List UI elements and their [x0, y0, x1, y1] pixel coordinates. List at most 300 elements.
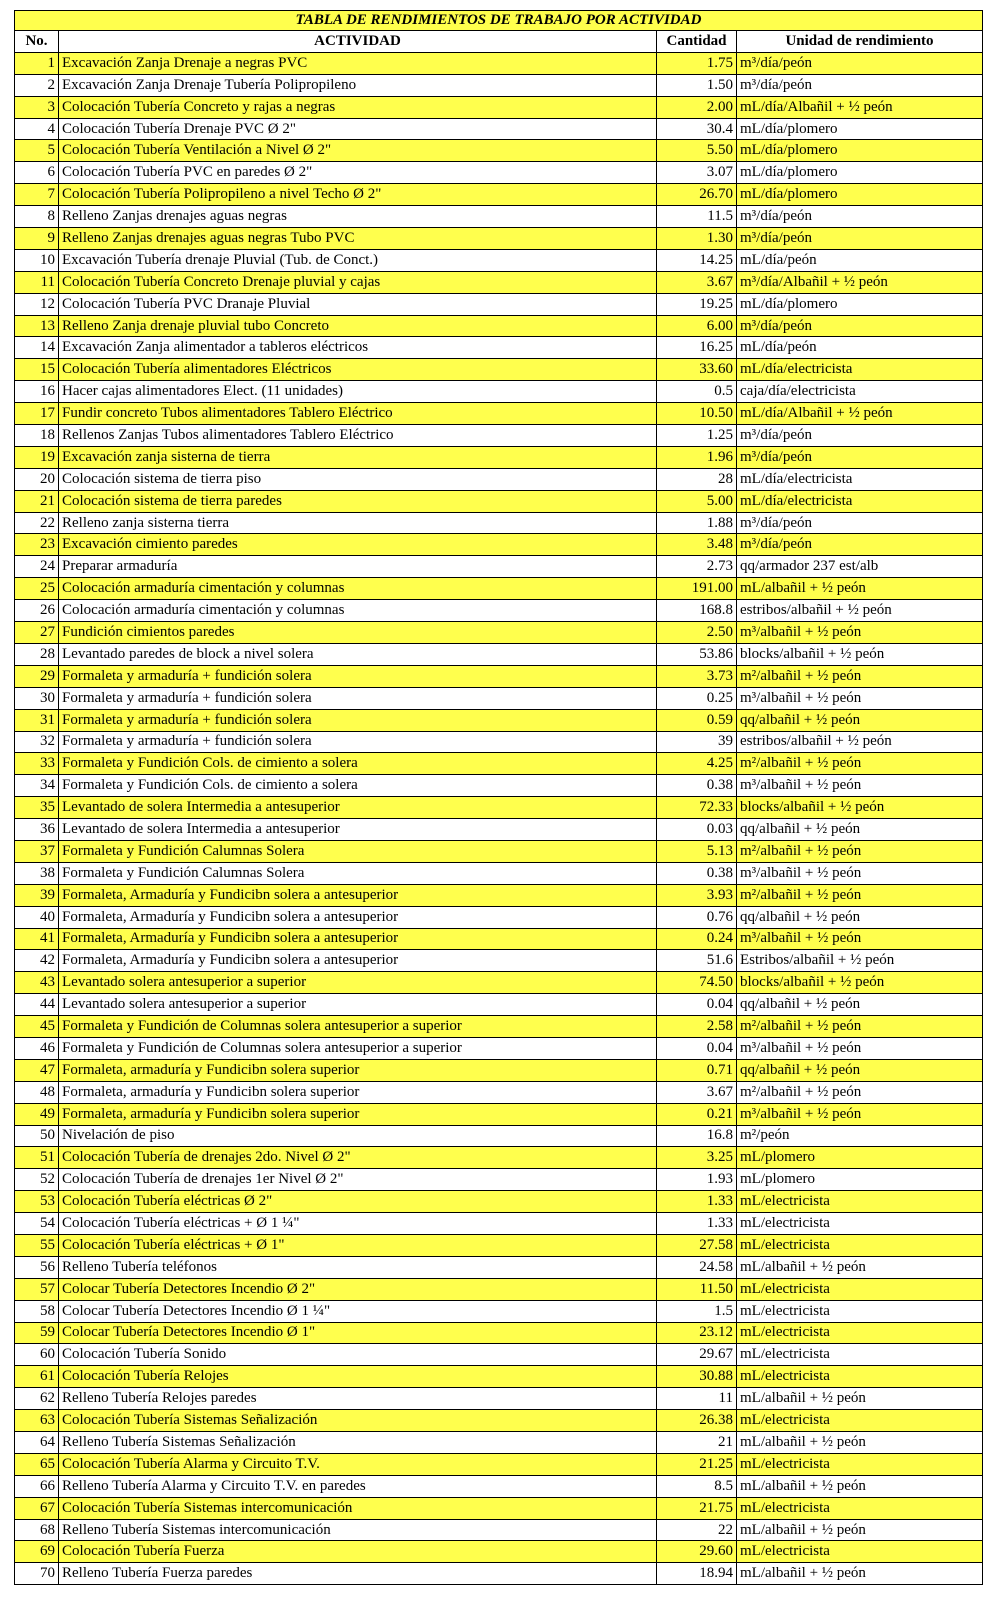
row-cantidad: 6.00	[657, 315, 737, 337]
performance-table-sheet	[14, 10, 982, 1585]
row-actividad: Relleno Tubería Sistemas intercomunicación	[59, 1519, 657, 1541]
row-number: 47	[15, 1059, 59, 1081]
table-row	[15, 1344, 983, 1366]
table-row	[15, 446, 983, 468]
table-row	[15, 840, 983, 862]
row-cantidad: 26.70	[657, 184, 737, 206]
table-row	[15, 184, 983, 206]
row-actividad: Relleno Tubería Alarma y Circuito T.V. en paredes	[59, 1475, 657, 1497]
row-cantidad: 39	[657, 731, 737, 753]
table-row	[15, 972, 983, 994]
row-actividad: Relleno Tubería Sistemas Señalización	[59, 1432, 657, 1454]
row-number: 5	[15, 140, 59, 162]
row-unidad: qq/albañil + ½ peón	[737, 994, 983, 1016]
row-unidad: m³/albañil + ½ peón	[737, 928, 983, 950]
row-actividad: Excavación Zanja Drenaje Tubería Polipropileno	[59, 74, 657, 96]
row-number: 33	[15, 753, 59, 775]
row-unidad: m³/albañil + ½ peón	[737, 1103, 983, 1125]
row-unidad: m³/albañil + ½ peón	[737, 775, 983, 797]
row-number: 25	[15, 578, 59, 600]
row-cantidad: 11	[657, 1388, 737, 1410]
row-number: 7	[15, 184, 59, 206]
table-row	[15, 1497, 983, 1519]
row-unidad: mL/día/electricista	[737, 468, 983, 490]
row-unidad: mL/electricista	[737, 1191, 983, 1213]
table-row	[15, 228, 983, 250]
row-cantidad: 53.86	[657, 643, 737, 665]
row-cantidad: 1.75	[657, 52, 737, 74]
row-number: 27	[15, 622, 59, 644]
row-number: 15	[15, 359, 59, 381]
row-number: 34	[15, 775, 59, 797]
table-row	[15, 819, 983, 841]
row-number: 46	[15, 1037, 59, 1059]
row-cantidad: 1.33	[657, 1213, 737, 1235]
row-number: 57	[15, 1278, 59, 1300]
table-row	[15, 1410, 983, 1432]
header-no: No.	[15, 31, 59, 53]
row-actividad: Formaleta, armaduría y Fundicibn solera superior	[59, 1059, 657, 1081]
row-unidad: mL/electricista	[737, 1234, 983, 1256]
row-cantidad: 5.50	[657, 140, 737, 162]
row-unidad: qq/albañil + ½ peón	[737, 819, 983, 841]
table-row	[15, 1081, 983, 1103]
table-row	[15, 381, 983, 403]
row-number: 10	[15, 249, 59, 271]
row-cantidad: 18.94	[657, 1563, 737, 1585]
row-unidad: m³/día/peón	[737, 228, 983, 250]
row-cantidad: 1.50	[657, 74, 737, 96]
row-unidad: mL/albañil + ½ peón	[737, 1432, 983, 1454]
row-unidad: blocks/albañil + ½ peón	[737, 797, 983, 819]
row-cantidad: 21.25	[657, 1453, 737, 1475]
row-cantidad: 1.93	[657, 1169, 737, 1191]
row-actividad: Excavación Tubería drenaje Pluvial (Tub. de Conct.)	[59, 249, 657, 271]
row-actividad: Relleno Zanja drenaje pluvial tubo Concreto	[59, 315, 657, 337]
row-number: 62	[15, 1388, 59, 1410]
row-cantidad: 0.59	[657, 709, 737, 731]
row-number: 43	[15, 972, 59, 994]
row-unidad: estribos/albañil + ½ peón	[737, 731, 983, 753]
row-actividad: Relleno Tubería teléfonos	[59, 1256, 657, 1278]
table-row	[15, 1037, 983, 1059]
table-row	[15, 884, 983, 906]
row-cantidad: 2.73	[657, 556, 737, 578]
row-unidad: mL/albañil + ½ peón	[737, 578, 983, 600]
table-row	[15, 1213, 983, 1235]
table-row	[15, 249, 983, 271]
row-unidad: mL/electricista	[737, 1344, 983, 1366]
row-number: 49	[15, 1103, 59, 1125]
table-row	[15, 687, 983, 709]
row-number: 20	[15, 468, 59, 490]
table-row	[15, 425, 983, 447]
row-cantidad: 0.04	[657, 1037, 737, 1059]
table-row	[15, 1541, 983, 1563]
row-cantidad: 0.38	[657, 862, 737, 884]
row-actividad: Formaleta y Fundición Calumnas Solera	[59, 862, 657, 884]
row-unidad: mL/albañil + ½ peón	[737, 1256, 983, 1278]
row-unidad: m³/albañil + ½ peón	[737, 622, 983, 644]
row-unidad: mL/día/peón	[737, 337, 983, 359]
table-row	[15, 118, 983, 140]
row-number: 18	[15, 425, 59, 447]
table-row	[15, 534, 983, 556]
row-number: 22	[15, 512, 59, 534]
row-actividad: Relleno Tubería Fuerza paredes	[59, 1563, 657, 1585]
row-actividad: Formaleta, armaduría y Fundicibn solera superior	[59, 1081, 657, 1103]
table-row	[15, 1016, 983, 1038]
row-cantidad: 26.38	[657, 1410, 737, 1432]
row-number: 13	[15, 315, 59, 337]
row-actividad: Formaleta y Fundición Calumnas Solera	[59, 840, 657, 862]
row-number: 23	[15, 534, 59, 556]
row-actividad: Formaleta y Fundición de Columnas solera antesuperior a superior	[59, 1016, 657, 1038]
row-unidad: mL/día/plomero	[737, 184, 983, 206]
row-actividad: Formaleta, Armaduría y Fundicibn solera a antesuperior	[59, 884, 657, 906]
row-unidad: mL/albañil + ½ peón	[737, 1563, 983, 1585]
row-number: 51	[15, 1147, 59, 1169]
row-actividad: Colocación sistema de tierra paredes	[59, 490, 657, 512]
row-actividad: Formaleta y armaduría + fundición solera	[59, 709, 657, 731]
row-cantidad: 1.88	[657, 512, 737, 534]
table-row	[15, 622, 983, 644]
row-number: 40	[15, 906, 59, 928]
row-number: 24	[15, 556, 59, 578]
table-body	[15, 52, 983, 1584]
row-unidad: mL/día/plomero	[737, 162, 983, 184]
row-number: 11	[15, 271, 59, 293]
row-unidad: caja/día/electricista	[737, 381, 983, 403]
row-actividad: Colocación armaduría cimentación y columnas	[59, 578, 657, 600]
table-row	[15, 1388, 983, 1410]
row-unidad: mL/electricista	[737, 1213, 983, 1235]
table-row	[15, 665, 983, 687]
table-row	[15, 731, 983, 753]
row-actividad: Colocación Tubería de drenajes 1er Nivel Ø 2"	[59, 1169, 657, 1191]
row-unidad: mL/día/plomero	[737, 140, 983, 162]
row-actividad: Colocación Tubería de drenajes 2do. Nivel Ø 2"	[59, 1147, 657, 1169]
row-number: 3	[15, 96, 59, 118]
row-number: 26	[15, 600, 59, 622]
row-number: 29	[15, 665, 59, 687]
row-cantidad: 19.25	[657, 293, 737, 315]
row-number: 6	[15, 162, 59, 184]
row-unidad: m³/día/peón	[737, 74, 983, 96]
row-unidad: mL/día/peón	[737, 249, 983, 271]
row-actividad: Hacer cajas alimentadores Elect. (11 unidades)	[59, 381, 657, 403]
row-actividad: Excavación Zanja Drenaje a negras PVC	[59, 52, 657, 74]
row-actividad: Levantado de solera Intermedia a antesuperior	[59, 797, 657, 819]
row-cantidad: 0.04	[657, 994, 737, 1016]
row-number: 2	[15, 74, 59, 96]
row-number: 16	[15, 381, 59, 403]
row-actividad: Levantado de solera Intermedia a antesuperior	[59, 819, 657, 841]
row-unidad: m³/día/Albañil + ½ peón	[737, 271, 983, 293]
row-actividad: Colocación Tubería eléctricas Ø 2"	[59, 1191, 657, 1213]
row-cantidad: 3.48	[657, 534, 737, 556]
row-actividad: Excavación zanja sisterna de tierra	[59, 446, 657, 468]
performance-table	[14, 10, 983, 1585]
row-actividad: Colocación Tubería Sistemas Señalización	[59, 1410, 657, 1432]
row-cantidad: 5.00	[657, 490, 737, 512]
row-cantidad: 27.58	[657, 1234, 737, 1256]
row-unidad: m³/día/peón	[737, 206, 983, 228]
row-unidad: blocks/albañil + ½ peón	[737, 972, 983, 994]
table-row	[15, 359, 983, 381]
table-row	[15, 403, 983, 425]
row-actividad: Preparar armaduría	[59, 556, 657, 578]
row-actividad: Formaleta, Armaduría y Fundicibn solera a antesuperior	[59, 928, 657, 950]
row-cantidad: 1.33	[657, 1191, 737, 1213]
row-actividad: Formaleta, Armaduría y Fundicibn solera a antesuperior	[59, 950, 657, 972]
row-actividad: Formaleta, Armaduría y Fundicibn solera a antesuperior	[59, 906, 657, 928]
row-actividad: Colocación Tubería eléctricas + Ø 1 ¼"	[59, 1213, 657, 1235]
row-actividad: Formaleta, armaduría y Fundicibn solera superior	[59, 1103, 657, 1125]
row-actividad: Relleno zanja sisterna tierra	[59, 512, 657, 534]
row-actividad: Colocación Tubería Fuerza	[59, 1541, 657, 1563]
row-unidad: m³/día/peón	[737, 315, 983, 337]
table-row	[15, 797, 983, 819]
row-number: 42	[15, 950, 59, 972]
row-cantidad: 51.6	[657, 950, 737, 972]
row-unidad: m³/día/peón	[737, 52, 983, 74]
row-actividad: Colocación Tubería PVC Dranaje Pluvial	[59, 293, 657, 315]
row-actividad: Rellenos Zanjas Tubos alimentadores Tablero Eléctrico	[59, 425, 657, 447]
row-unidad: mL/albañil + ½ peón	[737, 1388, 983, 1410]
table-row	[15, 52, 983, 74]
row-actividad: Colocación Tubería alimentadores Eléctricos	[59, 359, 657, 381]
table-row	[15, 928, 983, 950]
row-unidad: qq/armador 237 est/alb	[737, 556, 983, 578]
row-cantidad: 16.25	[657, 337, 737, 359]
table-row	[15, 709, 983, 731]
row-number: 12	[15, 293, 59, 315]
row-cantidad: 29.67	[657, 1344, 737, 1366]
row-unidad: m³/día/peón	[737, 425, 983, 447]
table-row	[15, 1322, 983, 1344]
table-row	[15, 1256, 983, 1278]
row-actividad: Colocación armaduría cimentación y columnas	[59, 600, 657, 622]
row-unidad: m²/albañil + ½ peón	[737, 753, 983, 775]
row-number: 59	[15, 1322, 59, 1344]
row-cantidad: 0.5	[657, 381, 737, 403]
row-unidad: mL/día/electricista	[737, 490, 983, 512]
row-cantidad: 3.67	[657, 271, 737, 293]
row-actividad: Colocación sistema de tierra piso	[59, 468, 657, 490]
row-unidad: m³/albañil + ½ peón	[737, 862, 983, 884]
row-number: 39	[15, 884, 59, 906]
row-unidad: mL/plomero	[737, 1169, 983, 1191]
table-row	[15, 556, 983, 578]
table-row	[15, 74, 983, 96]
row-cantidad: 33.60	[657, 359, 737, 381]
row-unidad: m²/albañil + ½ peón	[737, 884, 983, 906]
row-cantidad: 74.50	[657, 972, 737, 994]
row-cantidad: 0.76	[657, 906, 737, 928]
table-row	[15, 271, 983, 293]
row-actividad: Colocación Tubería Alarma y Circuito T.V.	[59, 1453, 657, 1475]
row-unidad: mL/día/Albañil + ½ peón	[737, 96, 983, 118]
row-number: 17	[15, 403, 59, 425]
row-cantidad: 11.50	[657, 1278, 737, 1300]
row-actividad: Colocación Tubería Relojes	[59, 1366, 657, 1388]
row-unidad: m³/albañil + ½ peón	[737, 687, 983, 709]
row-cantidad: 0.21	[657, 1103, 737, 1125]
row-number: 31	[15, 709, 59, 731]
table-row	[15, 1125, 983, 1147]
row-unidad: mL/electricista	[737, 1410, 983, 1432]
row-number: 8	[15, 206, 59, 228]
header-row	[15, 31, 983, 53]
row-cantidad: 30.4	[657, 118, 737, 140]
row-number: 14	[15, 337, 59, 359]
row-actividad: Levantado solera antesuperior a superior	[59, 994, 657, 1016]
row-actividad: Colocación Tubería Sistemas intercomunicación	[59, 1497, 657, 1519]
table-row	[15, 1300, 983, 1322]
table-row	[15, 315, 983, 337]
table-row	[15, 600, 983, 622]
table-row	[15, 490, 983, 512]
row-number: 21	[15, 490, 59, 512]
row-number: 37	[15, 840, 59, 862]
row-unidad: m³/día/peón	[737, 534, 983, 556]
row-unidad: mL/día/plomero	[737, 118, 983, 140]
row-number: 38	[15, 862, 59, 884]
table-row	[15, 512, 983, 534]
table-row	[15, 1366, 983, 1388]
row-unidad: mL/electricista	[737, 1300, 983, 1322]
header-actividad: ACTIVIDAD	[59, 31, 657, 53]
row-cantidad: 3.07	[657, 162, 737, 184]
table-row	[15, 775, 983, 797]
table-row	[15, 1147, 983, 1169]
row-unidad: m²/albañil + ½ peón	[737, 1081, 983, 1103]
row-cantidad: 11.5	[657, 206, 737, 228]
row-actividad: Levantado paredes de block a nivel solera	[59, 643, 657, 665]
row-cantidad: 72.33	[657, 797, 737, 819]
row-unidad: qq/albañil + ½ peón	[737, 709, 983, 731]
row-cantidad: 8.5	[657, 1475, 737, 1497]
title-row	[15, 11, 983, 31]
table-row	[15, 1519, 983, 1541]
table-row	[15, 206, 983, 228]
table-row	[15, 293, 983, 315]
table-row	[15, 162, 983, 184]
row-number: 65	[15, 1453, 59, 1475]
table-row	[15, 1234, 983, 1256]
row-cantidad: 21	[657, 1432, 737, 1454]
table-row	[15, 1432, 983, 1454]
header-unidad: Unidad de rendimiento	[737, 31, 983, 53]
row-cantidad: 3.73	[657, 665, 737, 687]
row-unidad: mL/electricista	[737, 1497, 983, 1519]
row-number: 70	[15, 1563, 59, 1585]
row-cantidad: 21.75	[657, 1497, 737, 1519]
row-actividad: Formaleta y Fundición Cols. de cimiento a solera	[59, 753, 657, 775]
row-unidad: mL/electricista	[737, 1278, 983, 1300]
row-number: 53	[15, 1191, 59, 1213]
row-unidad: m³/día/peón	[737, 512, 983, 534]
row-number: 4	[15, 118, 59, 140]
row-actividad: Colocación Tubería eléctricas + Ø 1"	[59, 1234, 657, 1256]
row-number: 63	[15, 1410, 59, 1432]
row-cantidad: 3.67	[657, 1081, 737, 1103]
row-cantidad: 1.25	[657, 425, 737, 447]
row-actividad: Relleno Zanjas drenajes aguas negras Tubo PVC	[59, 228, 657, 250]
row-cantidad: 2.00	[657, 96, 737, 118]
row-unidad: mL/albañil + ½ peón	[737, 1519, 983, 1541]
table-row	[15, 1475, 983, 1497]
row-unidad: qq/albañil + ½ peón	[737, 1059, 983, 1081]
row-unidad: mL/día/electricista	[737, 359, 983, 381]
row-actividad: Colocación Tubería Ventilación a Nivel Ø 2"	[59, 140, 657, 162]
row-cantidad: 14.25	[657, 249, 737, 271]
row-cantidad: 0.25	[657, 687, 737, 709]
table-row	[15, 1059, 983, 1081]
table-row	[15, 337, 983, 359]
row-actividad: Colocación Tubería Drenaje PVC Ø 2"	[59, 118, 657, 140]
row-cantidad: 28	[657, 468, 737, 490]
row-number: 60	[15, 1344, 59, 1366]
row-cantidad: 191.00	[657, 578, 737, 600]
row-cantidad: 23.12	[657, 1322, 737, 1344]
row-actividad: Fundición cimientos paredes	[59, 622, 657, 644]
row-actividad: Formaleta y armaduría + fundición solera	[59, 687, 657, 709]
row-actividad: Formaleta y armaduría + fundición solera	[59, 665, 657, 687]
row-number: 1	[15, 52, 59, 74]
table-row	[15, 950, 983, 972]
table-title: TABLA DE RENDIMIENTOS DE TRABAJO POR ACTIVIDAD	[15, 11, 983, 31]
row-number: 55	[15, 1234, 59, 1256]
row-number: 19	[15, 446, 59, 468]
row-cantidad: 30.88	[657, 1366, 737, 1388]
row-unidad: qq/albañil + ½ peón	[737, 906, 983, 928]
row-actividad: Formaleta y armaduría + fundición solera	[59, 731, 657, 753]
table-row	[15, 468, 983, 490]
row-number: 36	[15, 819, 59, 841]
table-row	[15, 862, 983, 884]
row-actividad: Excavación Zanja alimentador a tableros eléctricos	[59, 337, 657, 359]
row-unidad: mL/día/plomero	[737, 293, 983, 315]
row-cantidad: 0.71	[657, 1059, 737, 1081]
row-number: 68	[15, 1519, 59, 1541]
row-number: 45	[15, 1016, 59, 1038]
row-number: 48	[15, 1081, 59, 1103]
row-cantidad: 5.13	[657, 840, 737, 862]
table-row	[15, 578, 983, 600]
row-unidad: blocks/albañil + ½ peón	[737, 643, 983, 665]
table-row	[15, 140, 983, 162]
row-actividad: Colocación Tubería PVC en paredes Ø 2"	[59, 162, 657, 184]
row-actividad: Colocar Tubería Detectores Incendio Ø 1"	[59, 1322, 657, 1344]
row-actividad: Nivelación de piso	[59, 1125, 657, 1147]
row-cantidad: 3.25	[657, 1147, 737, 1169]
row-number: 41	[15, 928, 59, 950]
row-number: 44	[15, 994, 59, 1016]
row-cantidad: 0.03	[657, 819, 737, 841]
row-unidad: mL/plomero	[737, 1147, 983, 1169]
row-cantidad: 2.50	[657, 622, 737, 644]
row-unidad: mL/electricista	[737, 1322, 983, 1344]
row-unidad: m²/albañil + ½ peón	[737, 1016, 983, 1038]
row-unidad: m³/día/peón	[737, 446, 983, 468]
row-actividad: Colocación Tubería Sonido	[59, 1344, 657, 1366]
row-unidad: Estribos/albañil + ½ peón	[737, 950, 983, 972]
row-cantidad: 0.38	[657, 775, 737, 797]
row-number: 66	[15, 1475, 59, 1497]
row-unidad: mL/electricista	[737, 1366, 983, 1388]
